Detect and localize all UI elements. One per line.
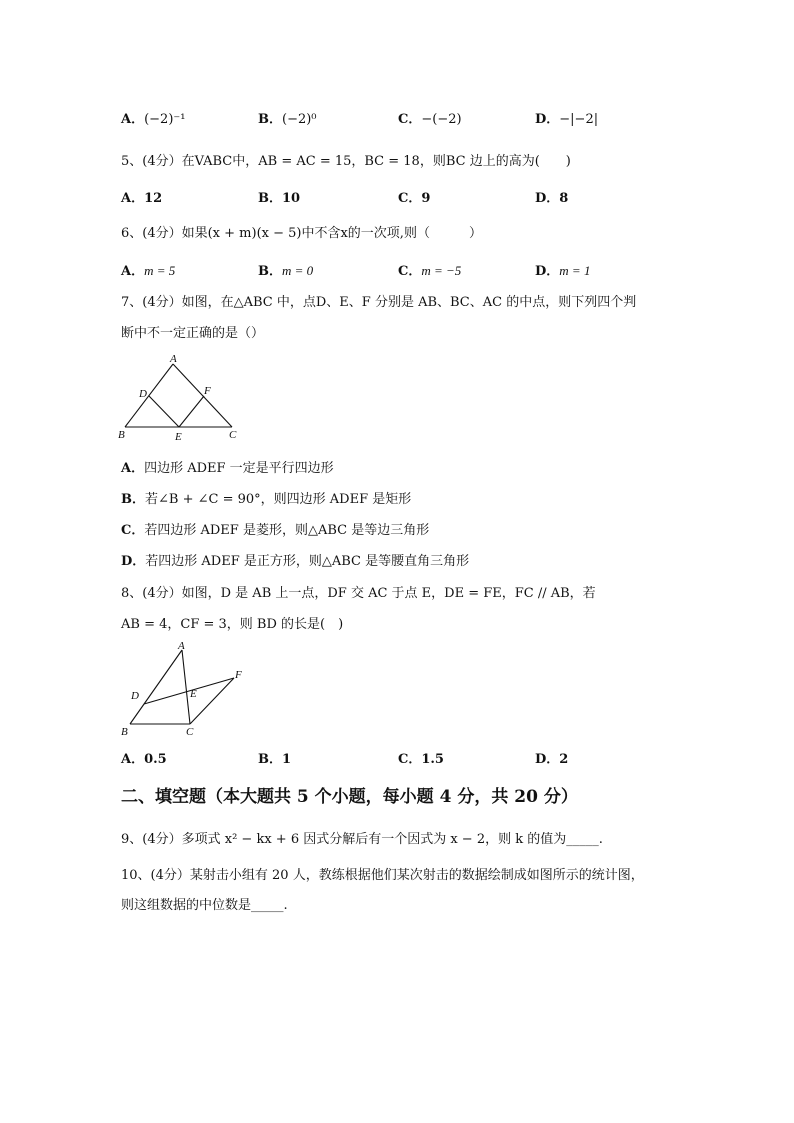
q4-option-d: D．−|−2| [535, 112, 599, 127]
q5-option-a: A．12 [121, 191, 163, 206]
q4-option-c: C．−(−2) [398, 112, 462, 127]
q8-label-a: A [178, 640, 185, 652]
q8-label-d: D [131, 690, 139, 702]
q4-option-b: B．(−2)⁰ [258, 112, 317, 127]
q7-label-f: F [204, 385, 211, 397]
q7-stem-line1: 7、(4分）如图，在△ABC 中，点D、E、F 分别是 AB、BC、AC 的中点，则下列四个判 [121, 295, 637, 310]
q6-option-b: B．m = 0 [258, 263, 314, 279]
q9-stem: 9、(4分）多项式 x² − kx + 6 因式分解后有一个因式为 x − 2，则 k 的值为_____. [121, 832, 603, 847]
q8-label-e: E [190, 688, 197, 700]
q8-stem-line2: AB = 4，CF = 3，则 BD 的长是( ) [121, 617, 344, 632]
q5-option-d: D．8 [535, 191, 569, 206]
q7-label-a: A [170, 353, 177, 365]
q5-option-c: C．9 [398, 191, 431, 206]
q8-label-b: B [121, 726, 128, 738]
q7-option-d: D．若四边形 ADEF 是正方形，则△ABC 是等腰直角三角形 [121, 554, 470, 569]
q10-stem-line2: 则这组数据的中位数是_____. [121, 898, 288, 913]
q4-option-a: A．(−2)⁻¹ [121, 112, 186, 127]
q8-option-a: A．0.5 [121, 752, 167, 767]
q7-label-d: D [139, 388, 147, 400]
q8-figure [116, 638, 250, 740]
q7-stem-line2: 断中不一定正确的是（） [121, 326, 265, 341]
q7-option-c: C．若四边形 ADEF 是菱形，则△ABC 是等边三角形 [121, 523, 430, 538]
q6-option-d: D．m = 1 [535, 263, 591, 279]
section-heading-fill-in: 二、填空题（本大题共 5 个小题，每小题 4 分，共 20 分） [121, 787, 578, 807]
q7-label-c: C [229, 429, 237, 441]
q8-label-f: F [235, 669, 242, 681]
q8-option-d: D．2 [535, 752, 569, 767]
q10-stem-line1: 10、(4分）某射击小组有 20 人，教练根据他们某次射击的数据绘制成如图所示的统计图， [121, 868, 644, 883]
q8-stem-line1: 8、(4分）如图，D 是 AB 上一点，DF 交 AC 于点 E，DE = FE，FC // AB，若 [121, 586, 596, 601]
q5-option-b: B．10 [258, 191, 301, 206]
q8-label-c: C [186, 726, 194, 738]
q6-option-a: A．m = 5 [121, 263, 176, 279]
q7-option-a: A．四边形 ADEF 一定是平行四边形 [121, 461, 334, 476]
q8-option-c: C．1.5 [398, 752, 444, 767]
q5-stem: 5、(4分）在VABC中，AB = AC = 15，BC = 18，则BC 边上的高为( ) [121, 154, 571, 169]
q7-triangle-figure [116, 352, 246, 444]
q7-label-b: B [118, 429, 125, 441]
q7-label-e: E [175, 431, 182, 443]
q6-stem: 6、(4分）如果(x + m)(x − 5)中不含x的一次项,则（ ） [121, 226, 482, 241]
q6-option-c: C．m = −5 [398, 263, 462, 279]
q7-option-b: B．若∠B + ∠C = 90°，则四边形 ADEF 是矩形 [121, 492, 412, 507]
q8-option-b: B．1 [258, 752, 292, 767]
